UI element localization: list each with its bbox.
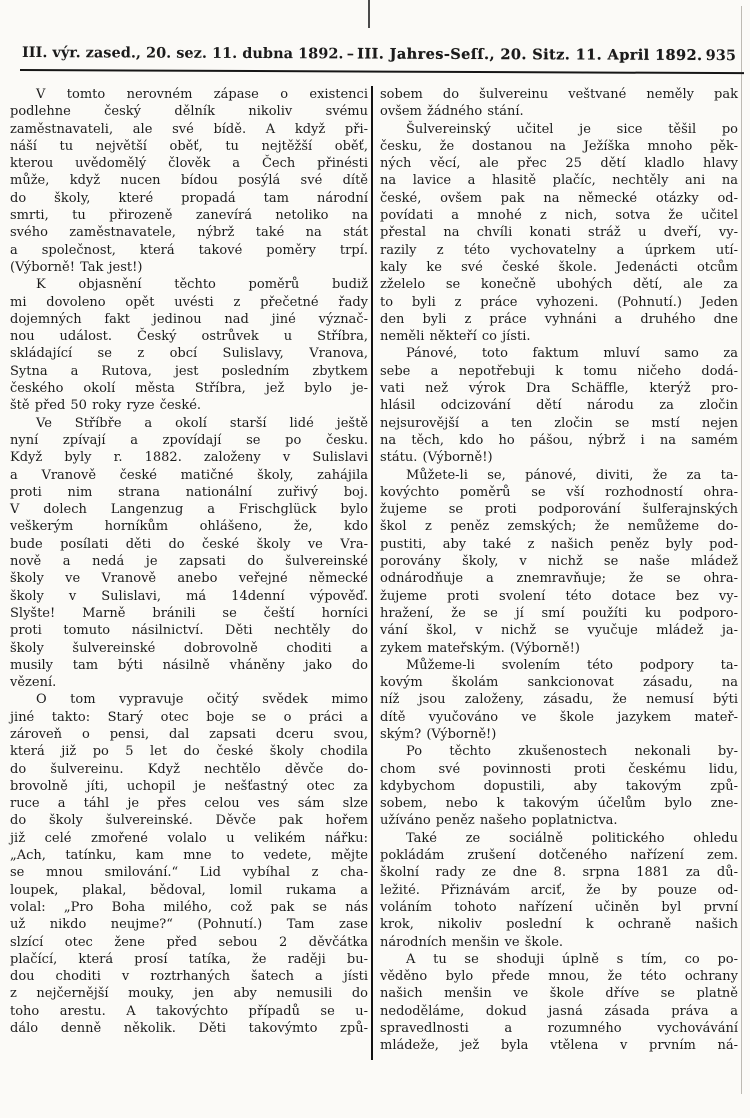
- text-line: zároveň o pensi, dal zapsati dceru svou,: [10, 726, 368, 742]
- text-line: krok, nikoliv poslední k ochraně našich: [380, 917, 738, 933]
- text-line: V tomto nerovném zápase o existenci: [36, 87, 368, 102]
- text-line: školy v Sulislavi, má 14denní výpověď.: [10, 588, 368, 604]
- header-separator: –: [346, 45, 355, 63]
- text-line: nedoděláme, dokud jasná zásada práva a: [380, 1003, 738, 1019]
- text-line: školní rady ze dne 8. srpna 1881 za dů-: [380, 865, 738, 881]
- text-line: již celé zmořené volalo u velikém nářku:: [10, 830, 368, 846]
- paragraph: [380, 743, 738, 829]
- paragraph: [380, 830, 738, 951]
- paragraph: [10, 276, 368, 414]
- text-line: mi dovoleno opět uvésti z přečetné řady: [10, 294, 368, 310]
- text-line: a Vranově české matičné školy, zahájila: [10, 467, 368, 483]
- scan-page-edge: [741, 6, 742, 1094]
- text-line: národních menšin ve škole.: [380, 934, 564, 950]
- text-line: kovýchto poměrů se vší rozhodností ohra-: [380, 484, 738, 500]
- text-line: a společnost, která takové poměry trpí.: [10, 242, 368, 258]
- text-line: jiné takto: Starý otec boje se o práci a: [10, 709, 368, 725]
- text-line: Sytna a Rutova, jest posledním zbytkem: [10, 363, 368, 379]
- text-line: žujeme se proti podporování šulferajnských: [380, 502, 738, 518]
- text-line: ště před 50 roky ryze české.: [10, 398, 202, 414]
- text-line: žujeme proti svolení této dotace bez vy-: [380, 588, 738, 604]
- text-line: školy ve Vranově anebo veřejné německé: [10, 571, 368, 587]
- text-line: Můžete-li se, pánové, diviti, že za ta-: [406, 467, 738, 483]
- text-line: dou choditi v roztrhaných šatech a jísti: [10, 969, 368, 985]
- paragraph: [380, 951, 738, 1055]
- text-line: ským? (Výborně!): [380, 726, 497, 742]
- text-line: Ve Stříbře a okolí starší lidé ještě: [36, 415, 368, 431]
- text-line: která již po 5 let do české školy chodila: [10, 744, 368, 760]
- column-divider-rule: [371, 86, 373, 1060]
- text-line: sobem, nebo k takovým účelům bylo zne-: [380, 796, 738, 812]
- text-line: A tu se shoduji úplně s tím, co po-: [406, 951, 738, 967]
- text-line: smrti, tu přirozeně zanevírá netoliko na: [10, 208, 368, 224]
- text-line: odnárodňuje a znemravňuje; že se ohra-: [380, 571, 738, 587]
- text-line: se mnou smilování.“ Lid vybíhal z cha-: [10, 865, 368, 881]
- text-line: proti tomuto násilnictví. Děti nechtěly do: [10, 623, 368, 639]
- header-session-german: III. Jahres-Seſſ., 20. Sitz. 11. April 1892.: [357, 45, 703, 64]
- text-line: vání škol, v nichž se vyučuje mládež ja-: [380, 623, 738, 639]
- text-line: voláním tohoto nařízení učiněn byl první: [380, 899, 738, 915]
- text-line: na těch, kdo ho pášou, nýbrž i na samém: [380, 432, 738, 448]
- text-line: dítě vyučováno ve škole jazykem mateř-: [380, 709, 738, 725]
- text-line: ruce a táhl je přes celou ves sám slze: [10, 796, 368, 812]
- text-line: svého zaměstnavatele, nýbrž také na stát: [10, 225, 368, 241]
- text-line: sebe a nepotřebuji k tomu ničeho dodá-: [380, 363, 738, 379]
- text-line: českého okolí města Stříbra, jež bylo je-: [10, 381, 368, 397]
- header-rule: [20, 69, 744, 75]
- text-line: do školy šulvereinské. Děvče pak hořem: [10, 813, 368, 829]
- text-line: Pánové, toto faktum mluví samo za: [406, 346, 738, 362]
- text-line: Také ze sociálně politického ohledu: [406, 830, 738, 846]
- text-line: hražení, že se jí smí použíti ku podporo-: [380, 605, 738, 621]
- paragraph: [10, 415, 368, 692]
- text-line: Po těchto zkušenostech nekonali by-: [406, 744, 738, 760]
- paragraph: [10, 86, 368, 276]
- text-line: nově a nedá je zapsati do šulvereinské: [10, 554, 368, 570]
- paragraph: [380, 121, 738, 346]
- text-line: Šulvereinský učitel je sice těšil po: [406, 121, 738, 137]
- text-line: do školy, které propadá tam národní: [10, 190, 368, 206]
- text-line: Když byly r. 1882. založeny v Sulislavi: [10, 450, 368, 466]
- text-line: může, když nucen bídou posýlá své dítě: [10, 173, 368, 189]
- text-line: hlásil odcizování dětí národu za zločin: [380, 398, 738, 414]
- text-line: ležité. Přiznávám arciť, že by pouze od-: [380, 882, 738, 898]
- text-line: zželelo se konečně ubohých dětí, ale za: [380, 277, 738, 293]
- text-line: plačící, která prosí tatíka, že raději bu-: [10, 951, 368, 967]
- text-line: razily z této vychovatelny a úprkem utí-: [380, 242, 738, 258]
- text-line: nyní zpívají a zpovídají se po česku.: [10, 432, 368, 448]
- text-line: bude posílati děti do české školy ve Vra-: [10, 536, 368, 552]
- paragraph: [380, 86, 738, 121]
- text-line: V dolech Langenzug a Frischglück bylo: [10, 502, 368, 518]
- text-line: náší tu největší oběť, tu nejtěžší oběť,: [10, 138, 368, 154]
- text-line: spravedlnosti a rozumného vychovávání: [380, 1021, 738, 1037]
- text-line: loupek, plakal, bědoval, lomil rukama a: [10, 882, 368, 898]
- text-line: vězení.: [10, 675, 57, 691]
- paragraph: [380, 345, 738, 466]
- text-line: vati než výrok Dra Schäffle, kterýž pro-: [380, 381, 738, 397]
- text-line: proti nim strana nationální zuřivý boj.: [10, 484, 368, 500]
- text-line: O tom vypravuje očitý svědek mimo: [36, 692, 368, 708]
- text-line: věděno bylo přede mnou, že této ochrany: [380, 969, 738, 985]
- text-line: níž jsou založeny, zásadu, že nemusí býti: [380, 692, 738, 708]
- text-line: z nejčernější mouky, jen aby nemusili do: [10, 986, 368, 1002]
- scan-fold-mark: [368, 0, 370, 28]
- text-line: ovšem žádného stání.: [380, 104, 524, 120]
- text-line: užíváno peněz našeho poplatnictva.: [380, 813, 618, 829]
- text-line: neměli někteří co jísti.: [380, 329, 531, 345]
- text-line: slzící otec žene před sebou 2 děvčátka: [10, 934, 368, 950]
- text-line: brovolně jíti, uchopil je nešťastný otec za: [10, 778, 368, 794]
- text-line: Slyšte! Marně bránili se čeští horníci: [10, 605, 368, 621]
- text-line: kterou uvědomělý člověk a Čech přinésti: [10, 156, 368, 172]
- text-line: volal: „Pro Boha milého, což pak se nás: [10, 899, 368, 915]
- text-column-right: [380, 86, 738, 1055]
- text-line: dojemných fakt jedinou nad jiné význač-: [10, 311, 368, 327]
- text-line: toho arestu. A takovýchto případů se u-: [10, 1003, 368, 1019]
- text-line: dálo denně několik. Děti takovýmto způ-: [10, 1021, 368, 1037]
- page-header: [22, 44, 736, 64]
- text-line: chom své povinnosti proti českému lidu,: [380, 761, 738, 777]
- text-line: „Ach, tatínku, kam mne to vedete, mějte: [10, 848, 368, 864]
- text-line: česku, že dostanou na Ježíška mnoho pěk-: [380, 138, 738, 154]
- text-line: kdybychom dopustili, aby takovým způ-: [380, 778, 738, 794]
- text-line: mládeže, jež byla vtělena v prvním ná-: [380, 1038, 738, 1054]
- text-line: pustiti, aby také z našich peněz byly pod-: [380, 536, 738, 552]
- text-line: kovým školám sankcionovat zásadu, na: [380, 675, 738, 691]
- header-session-czech: III. výr. zased., 20. sez. 11. dubna 1892.: [21, 44, 344, 63]
- text-line: našich menšin ve škole dříve se platně: [380, 986, 738, 1002]
- page-number: 935: [705, 46, 737, 65]
- text-line: školy šulvereinské dobrovolně choditi a: [10, 640, 368, 656]
- text-line: Můžeme-li svolením této podpory ta-: [406, 657, 738, 673]
- paragraph: [380, 657, 738, 743]
- text-line: přestal na chvíli konati stráž u dveří, vy-: [380, 225, 738, 241]
- text-line: kaly ke své české škole. Jedenácti otcům: [380, 259, 738, 275]
- text-line: povídati a mnohé z nich, sotva že učitel: [380, 208, 738, 224]
- text-line: do šulvereinu. Když nechtělo děvče do-: [10, 761, 368, 777]
- text-line: musily tam býti násilně vháněny jako do: [10, 657, 368, 673]
- text-line: veškerým horníkům ohlášeno, že, kdo: [10, 519, 368, 535]
- text-line: (Výborně! Tak jest!): [10, 259, 143, 275]
- text-line: na lavice a hlasitě plačíc, nechtěly ani na: [380, 173, 738, 189]
- text-line: podlehne český dělník nikoliv svému: [10, 104, 368, 120]
- text-line: pokládám zrušení dotčeného nařízení zem.: [380, 848, 738, 864]
- text-line: zaměstnavateli, ale své bídě. A když při-: [10, 121, 368, 137]
- text-line: sobem do šulvereinu veštvané neměly pak: [380, 87, 738, 102]
- text-line: už nikdo neujme?“ (Pohnutí.) Tam zase: [10, 917, 368, 933]
- text-line: nou událost. Český ostrůvek u Stříbra,: [10, 329, 368, 345]
- text-line: to byli z práce vyhozeni. (Pohnutí.) Jeden: [380, 294, 738, 310]
- text-column-left: [10, 86, 368, 1037]
- text-line: nejsurovější a ten zločin se mstí nejen: [380, 415, 738, 431]
- paragraph: [10, 691, 368, 1037]
- paragraph: [380, 467, 738, 657]
- text-line: české, ovšem pak na německé otázky od-: [380, 190, 738, 206]
- text-line: škol z peněz zemských; že nemůžeme do-: [380, 519, 738, 535]
- text-line: skládající se z obcí Sulislavy, Vranova,: [10, 346, 368, 362]
- text-line: zykem mateřským. (Výborně!): [380, 640, 580, 656]
- text-line: státu. (Výborně!): [380, 450, 493, 466]
- text-line: K objasnění těchto poměrů budiž: [36, 277, 368, 293]
- text-line: den byli z práce vyhnáni a druhého dne: [380, 311, 738, 327]
- text-line: porovány školy, v nichž se naše mládež: [380, 554, 738, 570]
- text-line: ných věcí, ale přec 25 dětí kladlo hlavy: [380, 156, 738, 172]
